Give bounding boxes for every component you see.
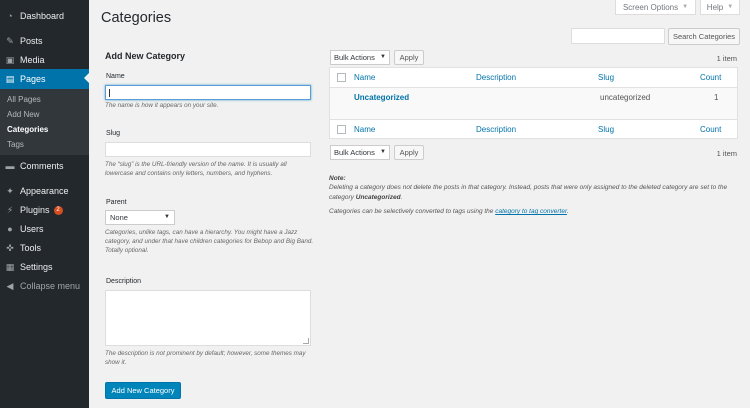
chevron-down-icon: ▼ bbox=[682, 4, 689, 10]
table-footer bbox=[330, 119, 737, 139]
sidebar-item-label: Media bbox=[20, 55, 45, 65]
column-description[interactable]: Description bbox=[476, 73, 517, 82]
bulk-actions-label: Bulk Actions bbox=[334, 53, 375, 62]
column-slug[interactable]: Slug bbox=[598, 73, 615, 82]
category-name-link[interactable]: Uncategorized bbox=[354, 93, 410, 102]
sidebar-item-label: Collapse menu bbox=[20, 281, 81, 291]
column-slug-footer[interactable]: Slug bbox=[598, 125, 615, 134]
apply-button-bottom[interactable]: Apply bbox=[394, 145, 424, 160]
parent-select[interactable] bbox=[105, 210, 175, 225]
settings-icon: ▦ bbox=[5, 262, 15, 272]
pages-submenu bbox=[0, 89, 89, 155]
sidebar-item-appearance[interactable] bbox=[0, 182, 89, 200]
search-categories-button[interactable]: Search Categories bbox=[668, 28, 740, 45]
sidebar-item-comments[interactable] bbox=[0, 157, 89, 175]
submenu-add-new[interactable]: Add New bbox=[7, 110, 40, 119]
apply-button-top[interactable]: Apply bbox=[394, 50, 424, 65]
sidebar-item-pages[interactable] bbox=[0, 69, 89, 89]
admin-sidebar bbox=[0, 0, 89, 408]
name-input[interactable] bbox=[105, 85, 311, 100]
plug-icon: ⚡ bbox=[6, 205, 14, 215]
users-icon: ● bbox=[7, 224, 13, 234]
wrench-icon: ✜ bbox=[6, 243, 14, 253]
table-row bbox=[330, 88, 737, 119]
note-title: Note: bbox=[329, 175, 346, 182]
name-description: The name is how it appears on your site. bbox=[105, 102, 219, 109]
category-slug: uncategorized bbox=[600, 93, 651, 102]
sidebar-item-posts[interactable] bbox=[0, 32, 89, 50]
sidebar-item-media[interactable] bbox=[0, 51, 89, 69]
table-header bbox=[330, 68, 737, 88]
categories-table bbox=[329, 67, 738, 139]
sidebar-item-label: Dashboard bbox=[20, 11, 65, 21]
collapse-icon: ◀ bbox=[6, 281, 14, 291]
collapse-menu-button[interactable] bbox=[0, 277, 89, 295]
bulk-actions-label: Bulk Actions bbox=[334, 148, 375, 157]
search-input[interactable] bbox=[571, 28, 665, 44]
form-heading: Add New Category bbox=[105, 51, 186, 61]
items-count-top: 1 item bbox=[716, 54, 737, 63]
description-help: The description is not prominent by default; however, some themes may show it. bbox=[105, 350, 306, 366]
submenu-tags[interactable]: Tags bbox=[7, 140, 24, 149]
screen-options-label: Screen Options bbox=[622, 2, 679, 12]
screen-options-button[interactable] bbox=[615, 0, 696, 15]
sidebar-item-label: Tools bbox=[20, 243, 42, 253]
note-text-end: . bbox=[400, 194, 403, 201]
note-uncategorized: Uncategorized bbox=[355, 194, 401, 201]
column-name-footer[interactable]: Name bbox=[354, 125, 376, 134]
page-title: Categories bbox=[101, 10, 172, 26]
select-all-checkbox-bottom[interactable] bbox=[337, 125, 346, 134]
sidebar-item-label: Appearance bbox=[20, 186, 69, 196]
sidebar-item-settings[interactable] bbox=[0, 258, 89, 276]
chevron-down-icon: ▼ bbox=[727, 4, 734, 10]
note-text: Deleting a category does not delete the posts in that category. Instead, posts that were only assigned to the deleted category are set to the category bbox=[329, 184, 728, 201]
sidebar-item-label: Posts bbox=[20, 36, 43, 46]
sidebar-item-label: Users bbox=[20, 224, 44, 234]
slug-label: Slug bbox=[106, 130, 121, 137]
column-count-footer[interactable]: Count bbox=[700, 125, 722, 134]
parent-label: Parent bbox=[106, 199, 127, 206]
column-name[interactable]: Name bbox=[354, 73, 376, 82]
note-text-end: . bbox=[566, 208, 569, 215]
comment-icon: ▬ bbox=[5, 161, 15, 171]
slug-input[interactable] bbox=[105, 142, 311, 157]
media-icon: ▣ bbox=[5, 55, 15, 65]
slug-description: The “slug” is the URL-friendly version of the name. It is usually all lowercase and contains only letters, numbers, and hyphens. bbox=[105, 161, 287, 177]
chevron-down-icon: ▼ bbox=[164, 214, 170, 220]
note-convert-tags bbox=[329, 207, 743, 217]
name-label: Name bbox=[106, 73, 125, 80]
column-description-footer[interactable]: Description bbox=[476, 125, 517, 134]
chevron-down-icon: ▼ bbox=[380, 149, 386, 155]
pages-icon: ▤ bbox=[5, 74, 15, 84]
sidebar-item-plugins[interactable] bbox=[0, 201, 89, 219]
sidebar-item-dashboard[interactable] bbox=[0, 7, 89, 25]
items-count-bottom: 1 item bbox=[716, 149, 737, 158]
help-label: Help bbox=[706, 2, 724, 12]
submenu-all-pages[interactable]: All Pages bbox=[7, 95, 41, 104]
brush-icon: ✦ bbox=[6, 186, 14, 196]
help-button[interactable] bbox=[700, 0, 740, 15]
parent-description: Categories, unlike tags, can have a hierarchy. You might have a Jazz category, and under that have children categories for Bebop and Big Band. Totally optional. bbox=[105, 229, 314, 254]
select-all-checkbox[interactable] bbox=[337, 73, 346, 82]
category-to-tag-converter-link[interactable]: category to tag converter bbox=[495, 208, 567, 215]
column-count[interactable]: Count bbox=[700, 73, 722, 82]
bulk-actions-select-top[interactable] bbox=[330, 50, 390, 65]
add-new-category-button[interactable]: Add New Category bbox=[105, 382, 181, 399]
pin-icon: ✎ bbox=[6, 36, 14, 46]
sidebar-item-label: Pages bbox=[20, 74, 46, 84]
note-text: Categories can be selectively converted to tags using the bbox=[329, 208, 496, 215]
plugins-update-badge: 2 bbox=[54, 206, 63, 215]
bulk-actions-select-bottom[interactable] bbox=[330, 145, 390, 160]
sidebar-item-label: Plugins bbox=[20, 205, 50, 215]
sidebar-item-label: Settings bbox=[20, 262, 53, 272]
sidebar-item-label: Comments bbox=[20, 161, 64, 171]
description-label: Description bbox=[106, 278, 142, 285]
parent-select-value: None bbox=[110, 213, 128, 222]
dashboard-icon: ◔ bbox=[7, 11, 13, 21]
sidebar-item-tools[interactable] bbox=[0, 239, 89, 257]
note-delete-category bbox=[329, 183, 743, 203]
submenu-categories[interactable]: Categories bbox=[7, 125, 49, 134]
chevron-down-icon: ▼ bbox=[380, 54, 386, 60]
sidebar-item-users[interactable] bbox=[0, 220, 89, 238]
description-textarea[interactable] bbox=[105, 290, 311, 346]
category-count[interactable]: 1 bbox=[714, 93, 719, 102]
